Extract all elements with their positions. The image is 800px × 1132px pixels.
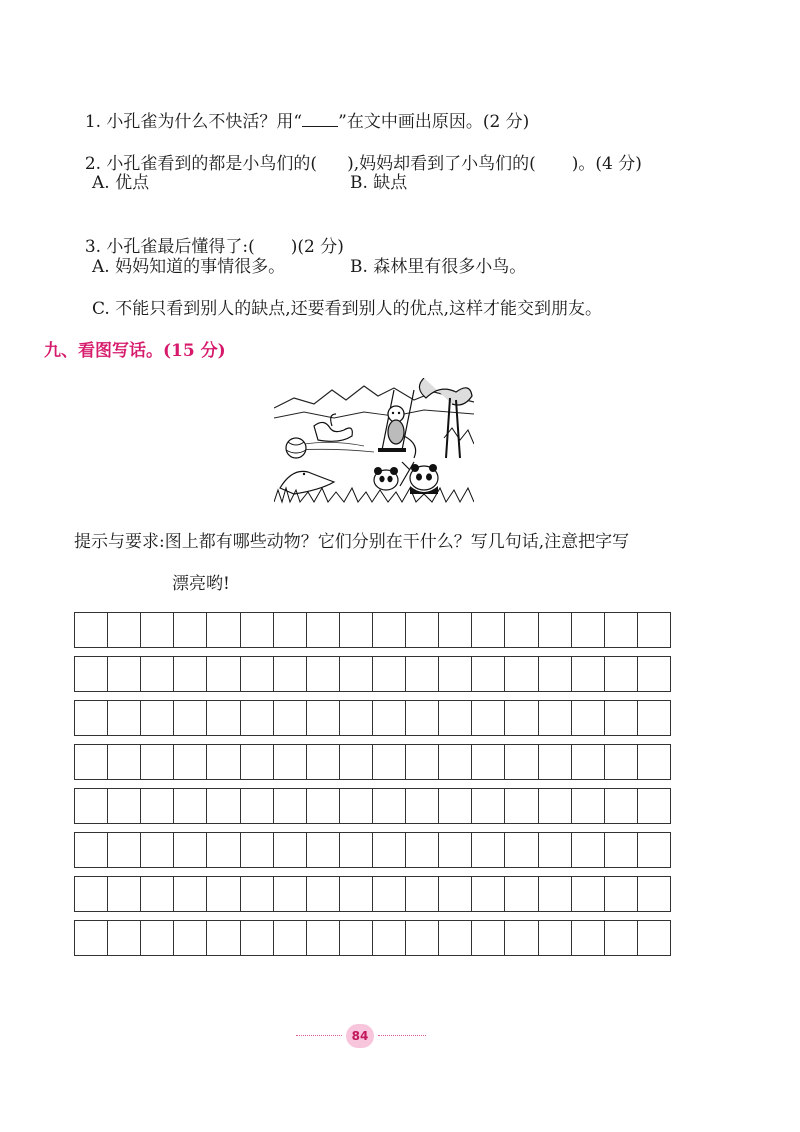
grid-row[interactable] — [74, 700, 671, 736]
grid-cell[interactable] — [638, 701, 670, 735]
grid-cell[interactable] — [638, 657, 670, 691]
question-3 — [74, 214, 344, 258]
grid-cell[interactable] — [340, 745, 373, 779]
grid-cell[interactable] — [274, 745, 307, 779]
grid-cell[interactable] — [373, 701, 406, 735]
grid-cell[interactable] — [505, 613, 538, 647]
grid-cell[interactable] — [605, 745, 638, 779]
grid-cell[interactable] — [406, 701, 439, 735]
grid-cell[interactable] — [207, 877, 240, 911]
grid-cell[interactable] — [605, 789, 638, 823]
grid-cell[interactable] — [174, 833, 207, 867]
grid-cell[interactable] — [307, 745, 340, 779]
grid-cell[interactable] — [605, 921, 638, 955]
grid-cell[interactable] — [274, 921, 307, 955]
grid-cell[interactable] — [108, 877, 141, 911]
grid-cell[interactable] — [572, 613, 605, 647]
grid-cell[interactable] — [472, 613, 505, 647]
grid-cell[interactable] — [472, 877, 505, 911]
grid-cell[interactable] — [373, 745, 406, 779]
grid-cell[interactable] — [439, 613, 472, 647]
grid-cell[interactable] — [340, 921, 373, 955]
writing-grid[interactable] — [74, 612, 671, 956]
grid-cell[interactable] — [274, 789, 307, 823]
grid-cell[interactable] — [340, 833, 373, 867]
grid-cell[interactable] — [572, 833, 605, 867]
question-1-text-end: ”在文中画出原因。(2 分) — [338, 112, 530, 132]
grid-cell[interactable] — [439, 701, 472, 735]
grid-cell[interactable] — [539, 921, 572, 955]
writing-prompt-illustration — [274, 378, 474, 508]
grid-cell[interactable] — [406, 921, 439, 955]
grid-cell[interactable] — [108, 833, 141, 867]
grid-cell[interactable] — [307, 877, 340, 911]
grid-cell[interactable] — [572, 745, 605, 779]
grid-cell[interactable] — [340, 877, 373, 911]
grid-cell[interactable] — [539, 789, 572, 823]
grid-cell[interactable] — [174, 701, 207, 735]
question-2-option-a: A. 优点 — [92, 173, 150, 193]
question-2-text-start: 2. 小孔雀看到的都是小鸟们的( — [84, 154, 318, 174]
grid-cell[interactable] — [539, 613, 572, 647]
grid-cell[interactable] — [75, 745, 108, 779]
grid-cell[interactable] — [307, 833, 340, 867]
grid-cell[interactable] — [207, 613, 240, 647]
grid-cell[interactable] — [539, 745, 572, 779]
grid-cell[interactable] — [439, 657, 472, 691]
grid-cell[interactable] — [439, 833, 472, 867]
grid-cell[interactable] — [638, 833, 670, 867]
grid-cell[interactable] — [241, 613, 274, 647]
page-footer — [296, 1024, 426, 1048]
grid-row[interactable] — [74, 876, 671, 912]
grid-cell[interactable] — [406, 833, 439, 867]
question-3-option-b: B. 森林里有很多小鸟。 — [350, 257, 527, 277]
grid-cell[interactable] — [505, 833, 538, 867]
grid-cell[interactable] — [108, 745, 141, 779]
grid-cell[interactable] — [241, 921, 274, 955]
grid-cell[interactable] — [141, 657, 174, 691]
grid-cell[interactable] — [439, 745, 472, 779]
grid-cell[interactable] — [638, 613, 670, 647]
grid-cell[interactable] — [406, 613, 439, 647]
grid-cell[interactable] — [373, 657, 406, 691]
grid-cell[interactable] — [439, 877, 472, 911]
grid-cell[interactable] — [207, 745, 240, 779]
grid-cell[interactable] — [207, 833, 240, 867]
question-3-option-c: C. 不能只看到别人的缺点,还要看到别人的优点,这样才能交到朋友。 — [92, 299, 603, 319]
grid-cell[interactable] — [406, 745, 439, 779]
grid-cell[interactable] — [108, 657, 141, 691]
grid-cell[interactable] — [572, 877, 605, 911]
question-2-option-b: B. 缺点 — [350, 173, 408, 193]
grid-cell[interactable] — [108, 701, 141, 735]
grid-cell[interactable] — [572, 921, 605, 955]
page-number: 84 — [346, 1024, 374, 1048]
grid-cell[interactable] — [274, 877, 307, 911]
grid-cell[interactable] — [141, 877, 174, 911]
grid-cell[interactable] — [174, 921, 207, 955]
grid-cell[interactable] — [241, 701, 274, 735]
underline-blank — [302, 126, 338, 127]
grid-cell[interactable] — [307, 789, 340, 823]
grid-cell[interactable] — [108, 789, 141, 823]
grid-cell[interactable] — [638, 877, 670, 911]
grid-cell[interactable] — [505, 745, 538, 779]
writing-prompt-line-2: 漂亮哟! — [172, 574, 230, 594]
grid-cell[interactable] — [274, 833, 307, 867]
grid-cell[interactable] — [274, 701, 307, 735]
grid-cell[interactable] — [75, 701, 108, 735]
grid-cell[interactable] — [141, 833, 174, 867]
grid-row[interactable] — [74, 744, 671, 780]
grid-cell[interactable] — [307, 657, 340, 691]
question-3-option-a: A. 妈妈知道的事情很多。 — [92, 257, 286, 277]
grid-cell[interactable] — [174, 789, 207, 823]
grid-cell[interactable] — [572, 701, 605, 735]
question-1 — [74, 89, 529, 133]
grid-cell[interactable] — [174, 657, 207, 691]
grid-cell[interactable] — [406, 657, 439, 691]
grid-cell[interactable] — [605, 657, 638, 691]
grid-row[interactable] — [74, 656, 671, 692]
grid-cell[interactable] — [340, 657, 373, 691]
grid-cell[interactable] — [207, 921, 240, 955]
grid-cell[interactable] — [75, 833, 108, 867]
grid-cell[interactable] — [638, 921, 670, 955]
grid-cell[interactable] — [505, 701, 538, 735]
grid-cell[interactable] — [207, 657, 240, 691]
grid-cell[interactable] — [638, 789, 670, 823]
grid-cell[interactable] — [439, 921, 472, 955]
writing-prompt-line-1: 提示与要求:图上都有哪些动物？它们分别在干什么？写几句话,注意把字写 — [74, 532, 630, 552]
grid-cell[interactable] — [75, 921, 108, 955]
grid-cell[interactable] — [207, 789, 240, 823]
grid-cell[interactable] — [373, 877, 406, 911]
question-2 — [74, 131, 642, 175]
grid-cell[interactable] — [340, 613, 373, 647]
grid-cell[interactable] — [406, 789, 439, 823]
grid-cell[interactable] — [439, 789, 472, 823]
grid-cell[interactable] — [605, 613, 638, 647]
grid-cell[interactable] — [340, 701, 373, 735]
grid-cell[interactable] — [241, 789, 274, 823]
grid-row[interactable] — [74, 612, 671, 648]
dotted-line-left — [296, 1035, 342, 1036]
grid-cell[interactable] — [373, 789, 406, 823]
grid-cell[interactable] — [605, 701, 638, 735]
grid-cell[interactable] — [373, 921, 406, 955]
grid-cell[interactable] — [472, 833, 505, 867]
grid-cell[interactable] — [373, 613, 406, 647]
grid-row[interactable] — [74, 832, 671, 868]
grid-cell[interactable] — [108, 613, 141, 647]
grid-row[interactable] — [74, 788, 671, 824]
grid-cell[interactable] — [307, 613, 340, 647]
grid-cell[interactable] — [108, 921, 141, 955]
grid-cell[interactable] — [75, 657, 108, 691]
grid-cell[interactable] — [274, 613, 307, 647]
grid-cell[interactable] — [307, 701, 340, 735]
grid-cell[interactable] — [605, 877, 638, 911]
grid-cell[interactable] — [638, 745, 670, 779]
grid-cell[interactable] — [207, 701, 240, 735]
grid-cell[interactable] — [373, 833, 406, 867]
grid-cell[interactable] — [141, 613, 174, 647]
grid-cell[interactable] — [141, 745, 174, 779]
grid-row[interactable] — [74, 920, 671, 956]
grid-cell[interactable] — [274, 657, 307, 691]
grid-cell[interactable] — [241, 877, 274, 911]
grid-cell[interactable] — [572, 789, 605, 823]
question-2-text-end: )。(4 分) — [571, 154, 642, 174]
grid-cell[interactable] — [472, 701, 505, 735]
grid-cell[interactable] — [340, 789, 373, 823]
grid-cell[interactable] — [539, 833, 572, 867]
grid-cell[interactable] — [141, 789, 174, 823]
grid-cell[interactable] — [241, 745, 274, 779]
grid-cell[interactable] — [307, 921, 340, 955]
grid-cell[interactable] — [472, 745, 505, 779]
grid-cell[interactable] — [75, 877, 108, 911]
question-2-text-mid: ),妈妈却看到了小鸟们的( — [347, 154, 536, 174]
grid-cell[interactable] — [539, 701, 572, 735]
grid-cell[interactable] — [241, 833, 274, 867]
grid-cell[interactable] — [472, 789, 505, 823]
grid-cell[interactable] — [406, 877, 439, 911]
grid-cell[interactable] — [472, 657, 505, 691]
grid-cell[interactable] — [472, 921, 505, 955]
grid-cell[interactable] — [539, 657, 572, 691]
grid-cell[interactable] — [605, 833, 638, 867]
grid-cell[interactable] — [539, 877, 572, 911]
grid-cell[interactable] — [241, 657, 274, 691]
grid-cell[interactable] — [505, 921, 538, 955]
question-1-text-start: 1. 小孔雀为什么不快活？用“ — [84, 112, 303, 132]
dotted-line-right — [378, 1035, 426, 1036]
question-3-text: 3. 小孔雀最后懂得了:( — [84, 237, 255, 257]
grid-cell[interactable] — [141, 921, 174, 955]
grid-cell[interactable] — [572, 657, 605, 691]
grid-cell[interactable] — [174, 613, 207, 647]
grid-cell[interactable] — [505, 877, 538, 911]
grid-cell[interactable] — [75, 789, 108, 823]
grid-cell[interactable] — [174, 745, 207, 779]
grid-cell[interactable] — [141, 701, 174, 735]
grid-cell[interactable] — [174, 877, 207, 911]
question-3-text-end: )(2 分) — [290, 237, 344, 257]
section-9-title: 九、看图写话。(15 分) — [44, 341, 226, 361]
grid-cell[interactable] — [75, 613, 108, 647]
grid-cell[interactable] — [505, 657, 538, 691]
grid-cell[interactable] — [505, 789, 538, 823]
